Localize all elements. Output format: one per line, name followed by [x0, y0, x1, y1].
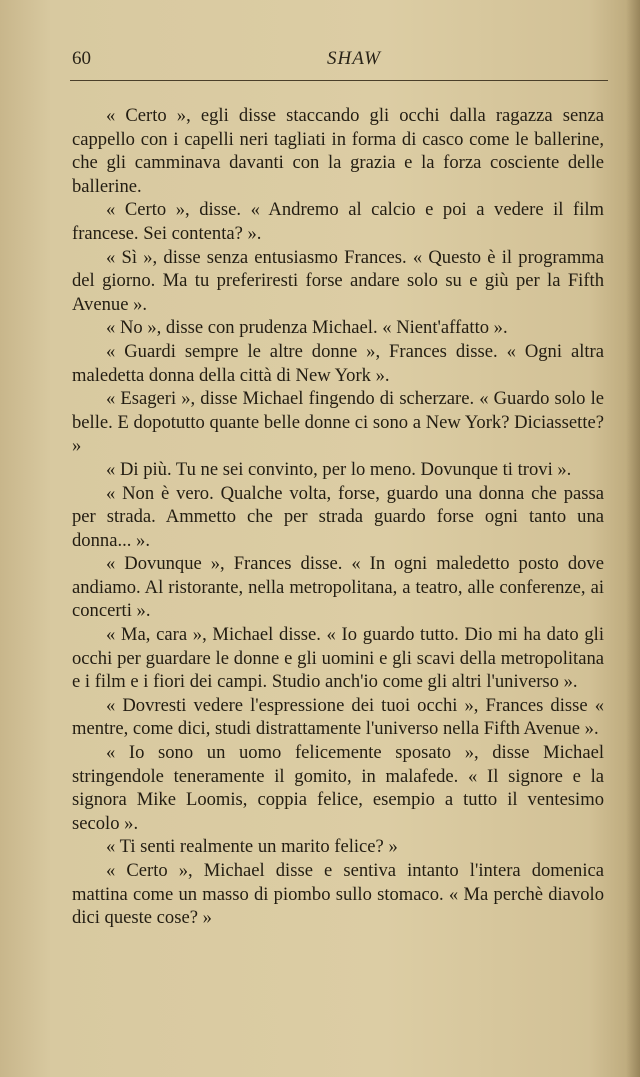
paragraph: « Sì », disse senza entusiasmo Frances. « Questo è il programma del giorno. Ma tu preferiresti forse andare solo su e giù per la Fifth Avenue ».	[72, 246, 604, 315]
paragraph: « Dovresti vedere l'espressione dei tuoi occhi », Frances disse « mentre, come dici, studi distrattamente l'universo nella Fifth Avenue ».	[72, 694, 604, 740]
paragraph: « Ma, cara », Michael disse. « Io guardo tutto. Dio mi ha dato gli occhi per guardare le donne e gli uomini e gli scavi della metropolitana e i film e i fiori dei campi. Studio anch'io come gli altri l'universo ».	[72, 624, 604, 693]
body-text	[72, 104, 604, 930]
paragraph: « Ti senti realmente un marito felice? »	[106, 836, 398, 858]
paragraph: « Esageri », disse Michael fingendo di scherzare. « Guardo solo le belle. E dopotutto quante belle donne ci sono a New York? Diciassette? »	[72, 388, 604, 457]
paragraph: « Certo », Michael disse e sentiva intanto l'intera domenica mattina come un masso di piombo sullo stomaco. « Ma perchè diavolo dici queste cose? »	[72, 860, 604, 929]
page-header	[70, 48, 608, 72]
paragraph: « Certo », egli disse staccando gli occhi dalla ragazza senza cappello con i capelli neri tagliati in forma di casco come le ballerine, che gli camminava davanti con la grazia e la forza cosciente delle ballerine.	[72, 105, 604, 197]
header-rule	[70, 80, 608, 81]
page-edge-shadow	[626, 0, 640, 1077]
paragraph: « Dovunque », Frances disse. « In ogni maledetto posto dove andiamo. Al ristorante, nella metropolitana, a teatro, alle conferenze, ai concerti ».	[72, 553, 604, 622]
paragraph: « Io sono un uomo felicemente sposato », disse Michael stringendole teneramente il gomito, in malafede. « Il signore e la signora Mike Loomis, coppia felice, esempio a tutto il ventesimo secolo ».	[72, 742, 604, 834]
paragraph: « Di più. Tu ne sei convinto, per lo meno. Dovunque ti trovi ».	[106, 458, 572, 480]
paragraph: « No », disse con prudenza Michael. « Nient'affatto ».	[106, 317, 508, 339]
paragraph: « Certo », disse. « Andremo al calcio e poi a vedere il film francese. Sei contenta? ».	[72, 199, 604, 244]
running-title: SHAW	[327, 48, 381, 69]
paragraph: « Non è vero. Qualche volta, forse, guardo una donna che passa per strada. Ammetto che per strada guardo forse ogni tanto una donna... ».	[72, 482, 604, 551]
page-number: 60	[72, 48, 91, 69]
paragraph: « Guardi sempre le altre donne », Frances disse. « Ogni altra maledetta donna della città di New York ».	[72, 340, 604, 386]
